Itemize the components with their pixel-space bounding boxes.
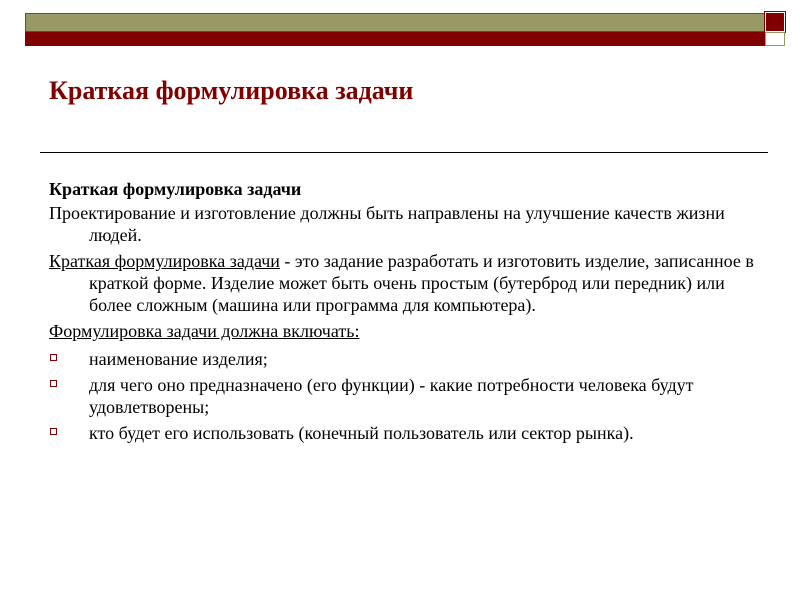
list-item-text: наименование изделия; <box>89 349 268 369</box>
corner-decoration <box>765 12 785 46</box>
body-paragraph-3: Формулировка задачи должна включать: <box>49 321 360 341</box>
body-paragraph-1: Проектирование и изготовление должны быть направлены на улучшение качеств жизни людей. <box>49 203 725 245</box>
list-item-text: для чего оно предназначено (его функции) - какие потребности человека будут удовлетворены; <box>89 375 694 417</box>
definition-text: - это задание разработать и изготовить изделие, записанное в краткой форме. Изделие может быть очень простым (бутерброд или передник) или более сложным (машина или программа для компьютера). <box>89 251 754 315</box>
square-bullet-icon <box>50 380 57 387</box>
slide-body <box>49 178 769 448</box>
list-item <box>49 348 769 370</box>
square-bullet-icon <box>50 428 57 435</box>
body-heading: Краткая формулировка задачи <box>49 179 302 199</box>
body-paragraph-2 <box>49 250 769 316</box>
square-bullet-icon <box>50 354 57 361</box>
list-item <box>49 422 709 444</box>
title-divider <box>40 152 768 153</box>
list-item <box>49 374 709 418</box>
corner-red-square <box>765 12 785 32</box>
corner-olive-square <box>765 32 785 46</box>
header-red-bar <box>25 32 765 46</box>
definition-term: Краткая формулировка задачи <box>49 251 280 271</box>
slide-title: Краткая формулировка задачи <box>49 76 414 105</box>
list-item-text: кто будет его использовать (конечный пользователь или сектор рынка). <box>89 423 634 443</box>
header-olive-bar <box>25 13 765 32</box>
